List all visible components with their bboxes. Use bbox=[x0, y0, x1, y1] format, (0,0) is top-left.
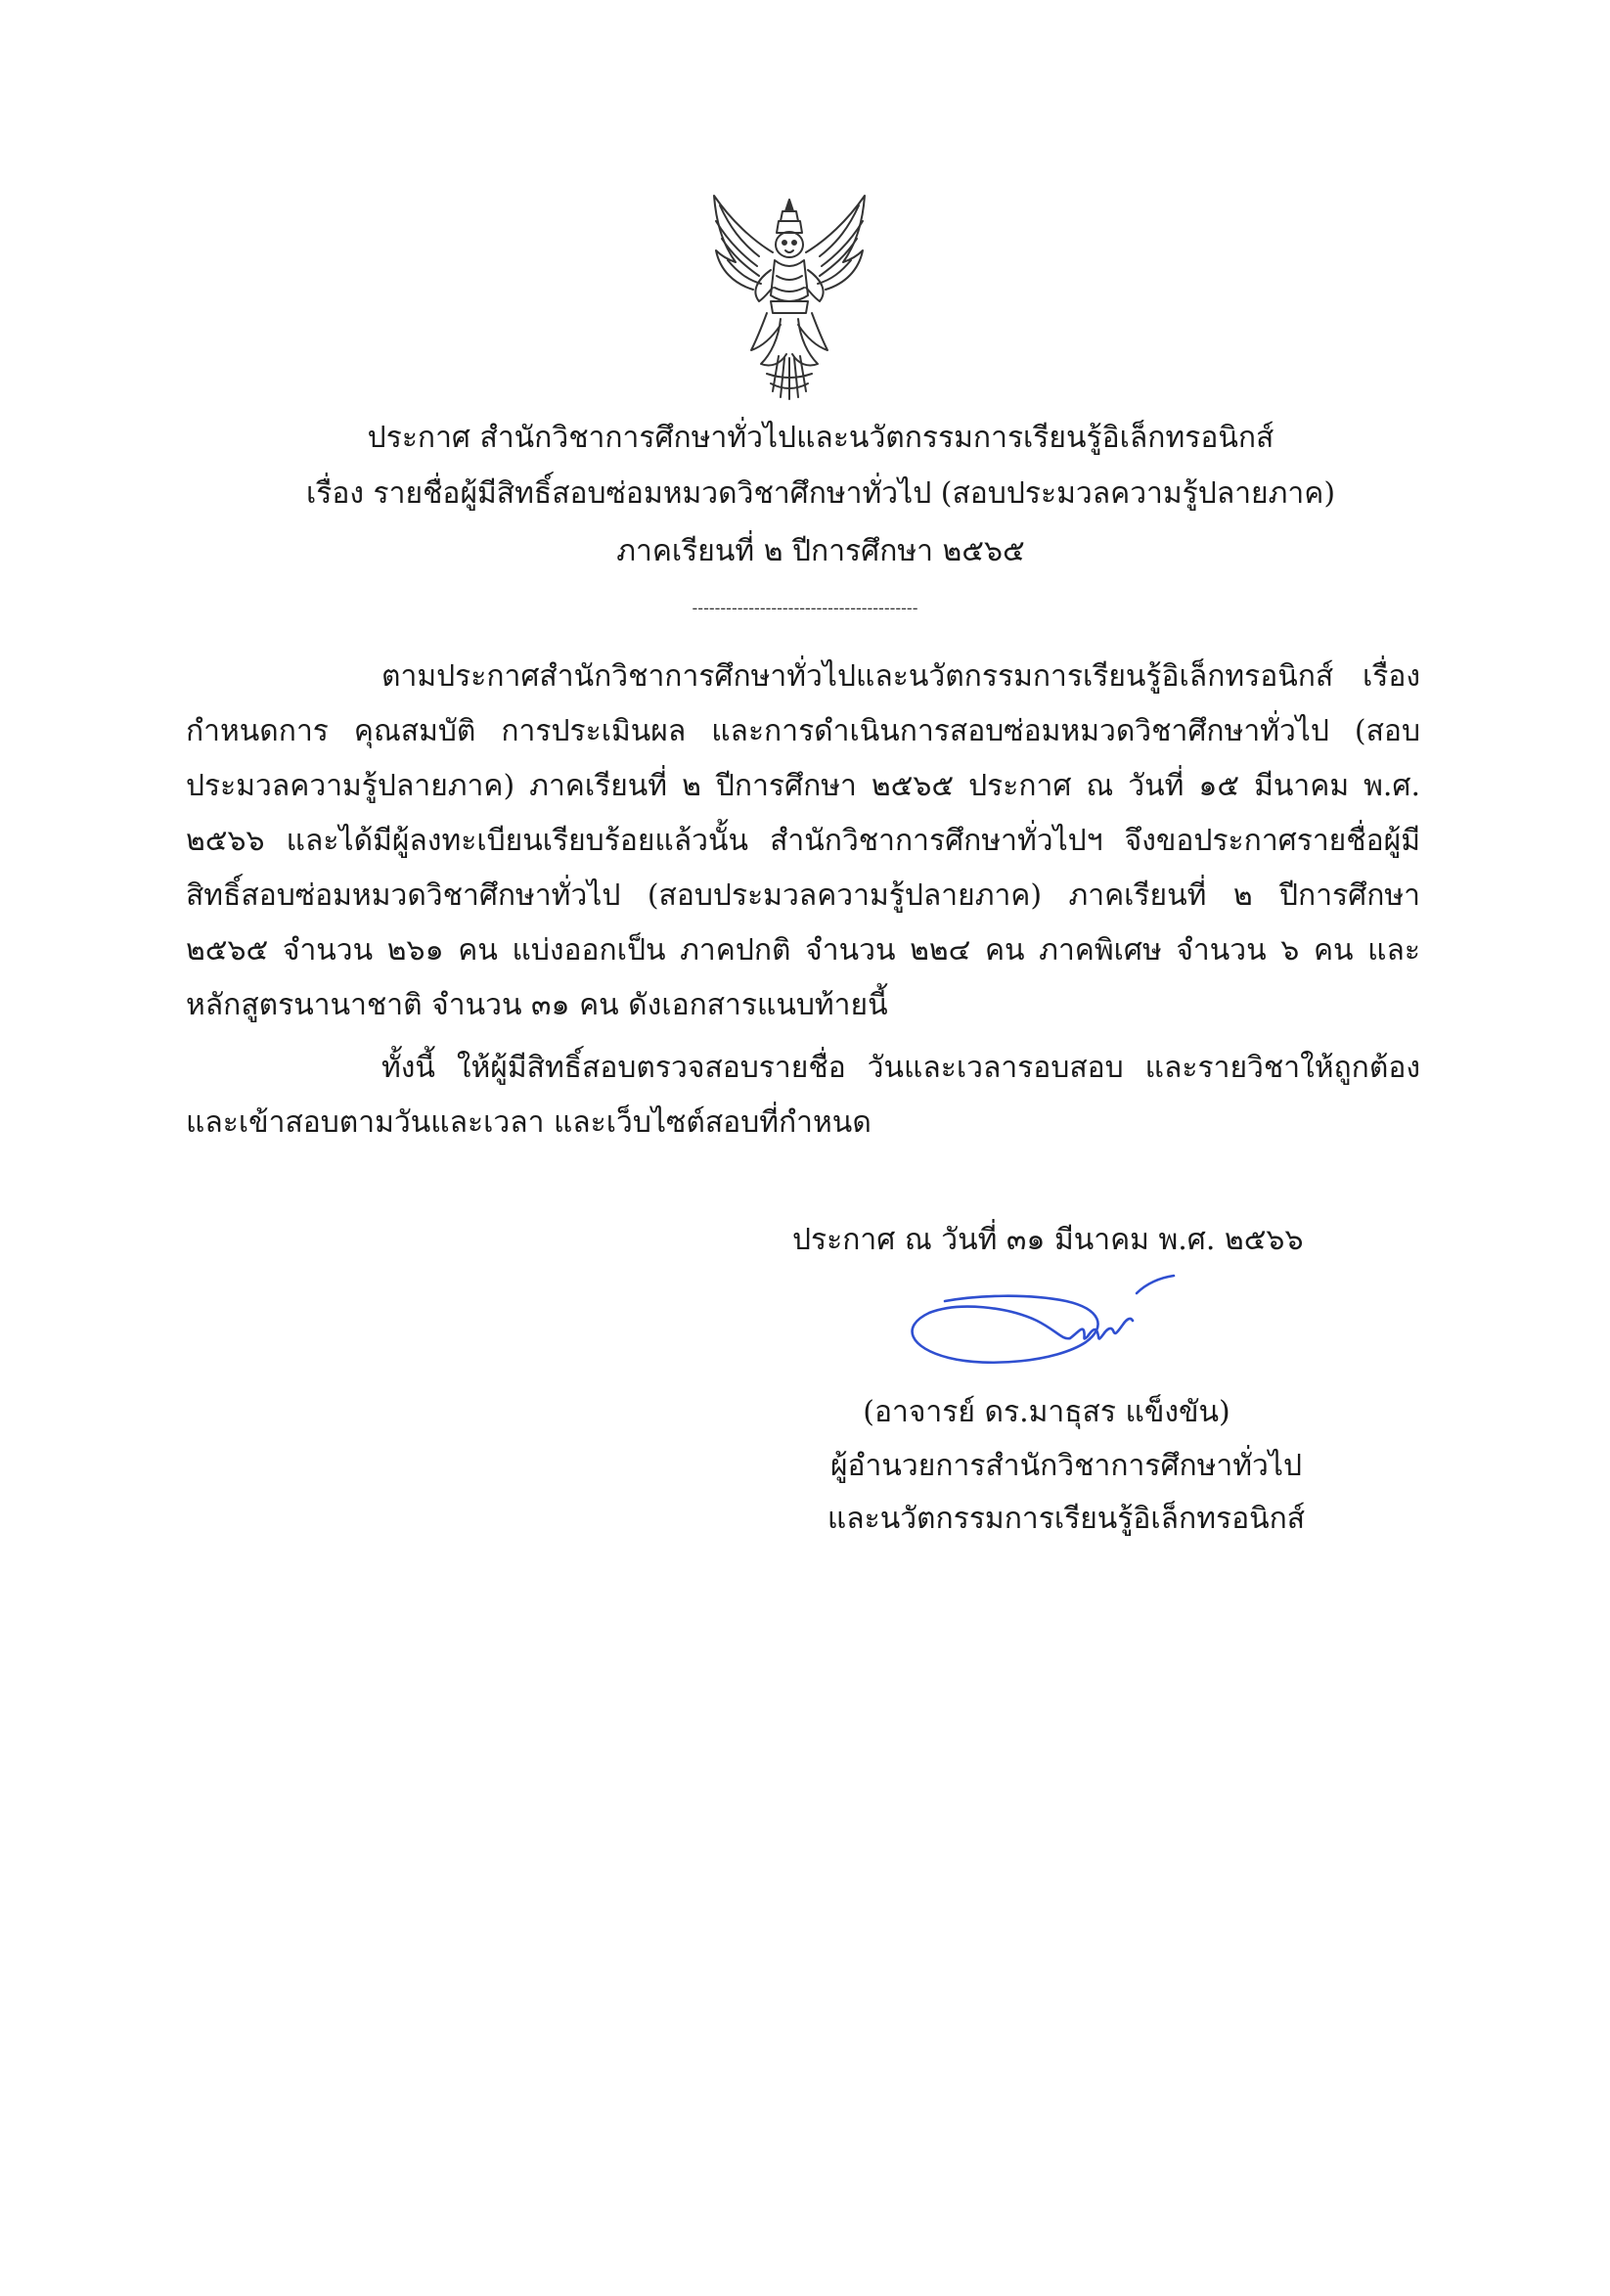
body-paragraph-1: ตามประกาศสำนักวิชาการศึกษาทั่วไปและนวัตกรรมการเรียนรู้อิเล็กทรอนิกส์ เรื่อง กำหนดการ คุณสมบัติ การประเมินผล และการดำเนินการสอบซ่อมหมวดวิชาศึกษาทั่วไป (สอบประมวลความรู้ปลายภาค) ภาคเรียนที่ ๒ ปีการศึกษา ๒๕๖๕ ประกาศ ณ วันที่ ๑๕ มีนาคม พ.ศ. ๒๕๖๖ และได้มีผู้ลงทะเบียนเรียบร้อยแล้วนั้น สำนักวิชาการศึกษาทั่วไปฯ จึงขอประกาศรายชื่อผู้มีสิทธิ์สอบซ่อมหมวดวิชาศึกษาทั่วไป (สอบประมวลความรู้ปลายภาค) ภาคเรียนที่ ๒ ปีการศึกษา ๒๕๖๕ จำนวน ๒๖๑ คน แบ่งออกเป็น ภาคปกติ จำนวน ๒๒๔ คน ภาคพิเศษ จำนวน ๖ คน และหลักสูตรนานาชาติ จำนวน ๓๑ คน ดังเอกสารแนบท้ายนี้ bbox=[186, 659, 1420, 1022]
announcement-date: ประกาศ ณ วันที่ ๓๑ มีนาคม พ.ศ. ๒๕๖๖ bbox=[792, 1223, 1304, 1257]
announcement-subject: เรื่อง รายชื่อผู้มีสิทธิ์สอบซ่อมหมวดวิชาศึกษาทั่วไป (สอบประมวลความรู้ปลายภาค) bbox=[305, 476, 1336, 511]
signatory-name: (อาจารย์ ดร.มาธุสร แข็งขัน) bbox=[863, 1395, 1230, 1429]
announcement-title: ประกาศ สำนักวิชาการศึกษาทั่วไปและนวัตกรรมการเรียนรู้อิเล็กทรอนิกส์ bbox=[367, 421, 1275, 455]
signatory-position-line-1: ผู้อำนวยการสำนักวิชาการศึกษาทั่วไป bbox=[829, 1449, 1303, 1483]
body-paragraph-2: ทั้งนี้ ให้ผู้มีสิทธิ์สอบตรวจสอบรายชื่อ วันและเวลารอบสอบ และรายวิชาให้ถูกต้อง และเข้าสอบตามวันและเวลา และเว็บไซต์สอบที่กำหนด bbox=[186, 1051, 1420, 1140]
garuda-emblem-icon bbox=[702, 182, 876, 403]
handwritten-signature-icon bbox=[890, 1272, 1213, 1379]
announcement-term: ภาคเรียนที่ ๒ ปีการศึกษา ๒๕๖๕ bbox=[616, 534, 1025, 568]
signatory-position-line-2: และนวัตกรรมการเรียนรู้อิเล็กทรอนิกส์ bbox=[827, 1502, 1306, 1536]
heading-divider: ---------------------------------------- bbox=[692, 599, 918, 617]
